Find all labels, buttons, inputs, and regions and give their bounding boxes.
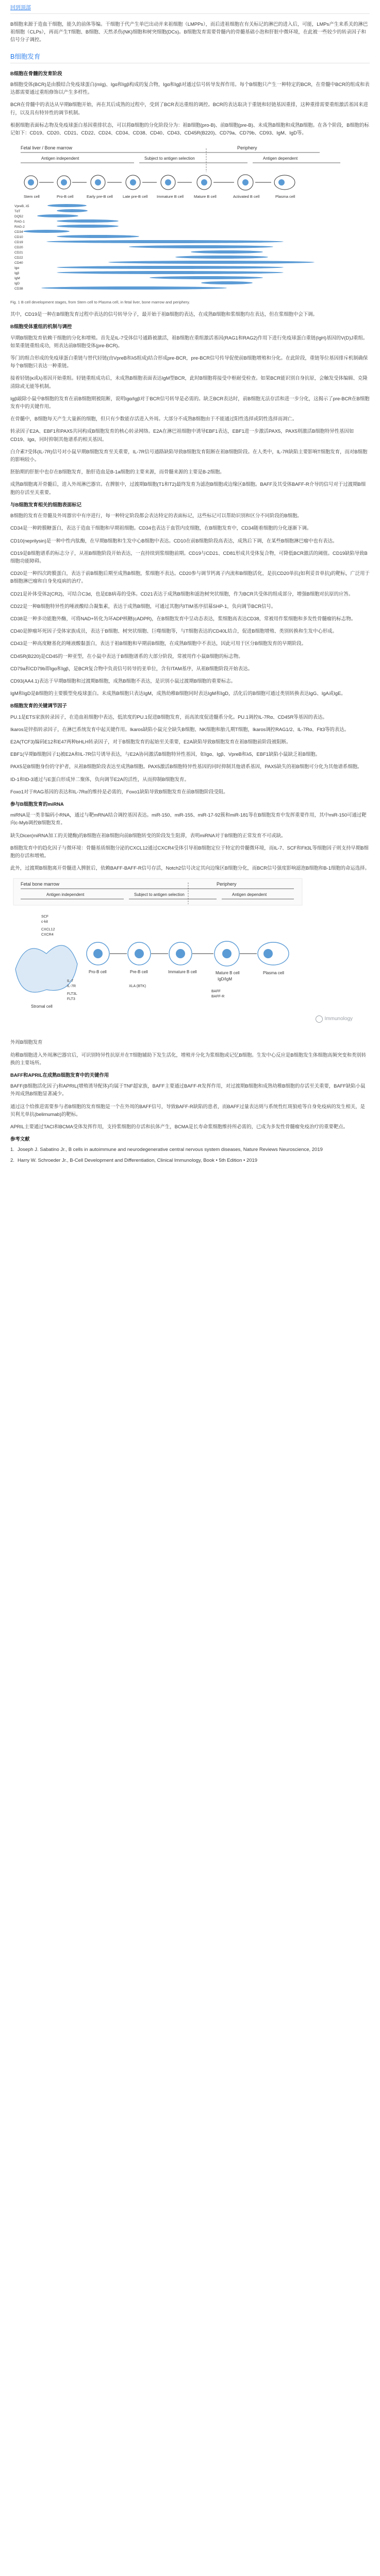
pro-b-cell — [87, 942, 109, 974]
b-cell-stages-figure — [10, 141, 371, 296]
paragraph: CD21是补体受体2(CR2)，可结合C3d，也是EB病毒的受体。CD21表达于成熟B细胞和滤泡树突状细胞，作为BCR共受体的组成部分，增强B细胞对抗原的应答。 — [10, 590, 354, 597]
bracket-antigen-independent: Antigen independent — [46, 892, 85, 897]
paragraph: 根据细胞表面标志物及免疫球蛋白基因重排状态，可以将B细胞的分化阶段分为：祖B细胞(pro-B)、前B细胞(pre-B)、未成熟B细胞和成熟B细胞。在各个阶段，B细胞的标记如下：CD19、CD20、CD21、CD22、CD24、CD34、CD38、CD40、CD43、CD45R(B220)、CD79a、CD79b、CD93、IgM、IgD等。 — [10, 122, 369, 136]
paragraph: CD43是一种高度糖基化的唾液酸黏蛋白，表达于祖B细胞和早期前B细胞，在成熟B细胞中不表达，因此可用于区分B细胞发育的早期阶段。 — [10, 640, 306, 647]
paragraph: 幼稚B细胞进入外周淋巴器官后，可识别特异性抗原并在T细胞辅助下发生活化，增殖并分化为浆细胞或记忆B细胞。生发中心反应是B细胞发生体细胞高频突变和类别转换的主要场所。 — [10, 1052, 367, 1065]
paragraph: APRIL主要通过TACI和BCMA受体发挥作用，支持浆细胞的存活和抗体产生，BCMA是长寿命浆细胞维持所必需的，已成为多发性骨髓瘤免疫治疗的重要靶点。 — [10, 1124, 349, 1130]
paragraph: CD20是一种四次跨膜蛋白，表达于前B细胞后期至成熟B细胞，浆细胞不表达。CD20参与调节钙离子内流和B细胞活化，是抗CD20单抗(如利妥昔单抗)的靶标，广泛用于B细胞淋巴瘤和自身免疫病的治疗。 — [10, 570, 370, 584]
bracket-antigen-selection: Subject to antigen selection — [134, 892, 185, 897]
signal-label: CXCL12 — [41, 928, 55, 932]
subheading: B细胞受体重组的机制与调控 — [10, 324, 72, 330]
section-heading-b-cell-development: B细胞发育 — [10, 53, 41, 60]
gene-label: VpreB, λ5 — [14, 205, 29, 209]
paragraph: 缺失Dicer(miRNA加工的关键酶)的B细胞在祖B细胞向前B细胞转变的阶段发生阻滞，表明miRNA对于B细胞的正常发育不可或缺。 — [10, 832, 286, 838]
paragraph: CD79a和CD79b即Igα和Igβ，是BCR复合物中负责信号转导的亚单位，含有ITAM基序，从祖B细胞阶段开始表达。 — [10, 665, 253, 671]
b-cell-signaling-diagram — [10, 876, 371, 1031]
signal-label: c-kit — [41, 920, 48, 924]
subheading: B细胞发育的关键调节因子 — [10, 703, 67, 709]
stage-label: Activated B cell — [233, 194, 260, 199]
cell-label: Immature B cell — [168, 970, 197, 975]
figure-title-left: Fetal bone marrow — [21, 882, 60, 887]
figure-title-right: Periphery — [217, 882, 237, 887]
pre-b-cell — [128, 942, 151, 974]
paragraph: CD22是一种B细胞特异性的唾液酸结合凝集素，表达于成熟B细胞，可通过其胞内ITIM基序招募SHP-1，负向调节BCR信号。 — [10, 603, 276, 609]
subheading: 参与B细胞发育的miRNA — [10, 801, 64, 807]
gene-label: CD10 — [14, 235, 23, 240]
cell-label: Stromal cell — [31, 1004, 53, 1009]
reference-list — [10, 1146, 370, 1164]
signal-label: FLT3 — [67, 997, 75, 1002]
paragraph: EBF1(早期B细胞因子1)被E2A和IL-7R信号诱导表达，与E2A协同激活B细胞特异性基因，如Igα、Igβ、VpreB和λ5，EBF1缺陷小鼠缺乏祖B细胞。 — [10, 751, 321, 757]
reference-text: Joseph J. Sabatino Jr., B cells in autoimmune and neurodegenerative central nervous system diseases, Nature Reviews Neuroscience, 2019 — [17, 1147, 323, 1153]
signal-label: CXCR4 — [41, 933, 54, 937]
signal-label: IL-7 — [67, 979, 74, 984]
cell-label: Mature B cell — [216, 971, 240, 976]
paragraph: 胚胎期的肝脏中也存在B细胞发育，胎肝造血是B-1a细胞的主要来源，而骨髓来源的主要是B-2细胞。 — [10, 469, 225, 475]
bracket-antigen-independent: Antigen independent — [41, 156, 79, 161]
reference-text: Harry W. Schroeder Jr., B-Cell Development and Differentiation, Clinical Immunology, Book • 5th Edition • 2019 — [17, 1158, 258, 1164]
signal-label: XLA (BTK) — [129, 985, 146, 989]
watermark-text: Immunology — [324, 1016, 353, 1022]
paragraph: B细胞受体(BCR)是由膜结合免疫球蛋白(mIg)、Igα和Igβ构成的复合物，Igα和Igβ对通过信号转导发挥作用。每个B细胞只产生一种特定的BCR，在骨髓中BCR的组成和表达都需要通过重组修饰以产生多样性。 — [10, 81, 370, 95]
signal-label: SCF — [41, 915, 48, 919]
gene-label: RAG-2 — [14, 225, 25, 229]
paragraph: 早期B细胞发育依赖干细胞的分化和增殖。首先是IL-7受体信号通路被激活，祖B细胞在重组激活基因(RAG1和RAG2)作用下进行免疫球蛋白重链(IgH)基因的V(D)J重组。如果重链重组成功，则表达前B细胞受体(pre-BCR)。 — [10, 334, 368, 348]
paragraph: 转录因子E2A、EBF1和PAX5共同构成B细胞发育的核心转录网络。E2A在淋巴祖细胞中诱导EBF1表达，EBF1进一步激活PAX5，PAX5则激活B细胞特异性基因如CD19、Igα，同时抑制其他谱系的相关基因。 — [10, 428, 354, 442]
expression-bars — [23, 204, 315, 290]
plasma-cell — [258, 942, 289, 975]
signal-label: FLT3L — [67, 992, 77, 996]
stage-label: Immature B cell — [157, 194, 184, 199]
paragraph: E2A(TCF3)编码E12和E47两种bHLH转录因子，对于B细胞发育的起始至关重要，E2A缺陷导致B细胞发育在祖B细胞前阶段被阻断。 — [10, 738, 291, 744]
paragraph: CD10(neprilysin)是一种中性内肽酶，在早期B细胞和生发中心B细胞中表达。CD10在前B细胞阶段高表达，成熟后下调，在某些B细胞淋巴瘤中也有表达。 — [10, 537, 338, 544]
reference-item — [10, 1157, 370, 1164]
cell-label: Pro-B cell — [89, 970, 107, 975]
paragraph: PAX5是B细胞身份的守护者，从祖B细胞阶段表达至成熟B细胞。PAX5激活B细胞特异性基因的同时抑制其他谱系基因，PAX5缺失的祖B细胞可分化为其他谱系细胞。 — [10, 764, 362, 770]
b-cell-stages-diagram — [10, 141, 371, 296]
paragraph: 此外，过渡期B细胞离开骨髓进入脾脏后，依赖BAFF-BAFF-R信号存活，Notch2信号决定其向边缘区B细胞分化，而BCR信号强度影响滤泡B细胞和B-1细胞的命运选择。 — [10, 865, 370, 871]
paragraph: CD40是肿瘤坏死因子受体家族成员，表达于B细胞、树突状细胞、巨噬细胞等，与T细胞表达的CD40L结合，促进B细胞增殖、类别转换和生发中心形成。 — [10, 628, 337, 634]
gene-label: CD40 — [14, 261, 23, 265]
paragraph: 其中，CD19是一种在B细胞发育过程中表达的信号转导分子，最开始于祖B细胞的表达，在成熟B细胞和浆细胞均在表达，但在浆细胞中会下调。 — [10, 311, 318, 317]
cell-stage-row — [24, 175, 295, 190]
paragraph: BCR在骨髓中的表达从早期B细胞开始，再在其后成熟的过程中，受到了BCR表达重组的调控。BCR的表达取决于重链和轻链基因重排，这种重排需要重组激活基因来进行，以及具有特异性的调节机制。 — [10, 101, 368, 115]
watermark-logo-icon — [316, 1015, 323, 1023]
paragraph: IgM和IgD是B细胞的主要膜型免疫球蛋白。未成熟B细胞只表达IgM，成熟幼稚B细胞同时表达IgM和IgD，活化后的B细胞可通过类别转换表达IgG、IgA或IgE。 — [10, 690, 346, 697]
figure-watermark — [316, 1015, 353, 1023]
paragraph: 接着轻链(κ或λ)基因开始重组。轻链重组成功后，未成熟B细胞表面表达IgM型BCR，此时B细胞将接受中枢耐受检查。如果BCR能识别自身抗原，会触发受体编辑、克隆清除或无能等机制。 — [10, 375, 368, 389]
stage-label: Late pre-B cell — [123, 194, 148, 199]
gene-label: RAG-1 — [14, 220, 25, 224]
paragraph: CD38是一种多功能胞外酶，可将NAD+转化为环ADP核糖(cADPR)，在B细胞发育中呈动态表达，浆细胞高表达CD38，常被用作浆细胞和多发性骨髓瘤的标志物。 — [10, 615, 356, 621]
paragraph: PU.1是ETS家族转录因子，在造血祖细胞中表达，低浓度的PU.1促进B细胞发育，而高浓度促进髓系分化。PU.1调控IL-7Rα、CD45R等基因的表达。 — [10, 714, 327, 720]
gene-label: TdT — [14, 210, 21, 214]
figure-title-left: Fetal liver / Bone marrow — [21, 145, 73, 151]
paragraph: Foxo1对于RAG基因的表达和IL-7Rα的维持是必需的，Foxo1缺陷导致B细胞发育在前B细胞阶段受阻。 — [10, 788, 228, 794]
stage-label: Plasma cell — [275, 194, 295, 199]
stage-label: Early pre-B cell — [87, 194, 113, 199]
subheading: 与B细胞发育相关的细胞表面标记 — [10, 501, 82, 507]
gene-label: IgD — [14, 282, 20, 286]
cell-label: IgD/IgM — [218, 977, 233, 982]
reference-number: 1. — [10, 1147, 14, 1153]
subheading-peripheral: 外周B细胞发育 — [10, 1039, 43, 1045]
subheading-bone-marrow: B细胞在骨髓的发育阶段 — [10, 70, 62, 76]
reference-number: 2. — [10, 1158, 14, 1164]
stage-labels — [24, 194, 295, 199]
gene-label: Igβ — [14, 272, 20, 276]
signal-label: IL-7R — [67, 985, 76, 989]
bracket-antigen-selection: Subject to antigen selection — [144, 156, 195, 161]
gene-label: CD34 — [14, 230, 23, 234]
gene-label: CD38 — [14, 287, 23, 291]
paragraph: BAFF(B细胞活化因子)和APRIL(增殖诱导配体)均属于TNF超家族，BAFF主要通过BAFF-R发挥作用，对过渡期B细胞和成熟幼稚B细胞的存活至关重要，BAFF缺陷小鼠外周成熟B细胞显著减少。 — [10, 1083, 366, 1097]
gene-labels — [14, 205, 29, 291]
paragraph: CD19是B细胞谱系的标志分子，从祖B细胞阶段开始表达，一直持续到浆细胞前期。CD19与CD21、CD81形成共受体复合物，可降低BCR激活的阈值。CD19缺陷导致B细胞功能障碍。 — [10, 550, 368, 564]
figure-caption: Fig. 1 B cell development stages, from Stem cell to Plasma cell, in fetal liver, bone marrow and periphery. — [10, 300, 190, 305]
paragraph: CD34是一种跨膜糖蛋白，表达于造血干细胞和早期祖细胞。CD34也表达于血管内皮细胞，在B细胞发育中，CD34随着细胞的分化逐渐下调。 — [10, 525, 312, 531]
paragraph: 在骨髓中，B细胞每天产生大量新的细胞，但只有少数能存活进入外周。大部分不成熟B细胞由于不能通过阳性选择或阴性选择而凋亡。 — [10, 416, 298, 422]
gene-label: IgM — [14, 277, 20, 281]
mature-b-cell — [214, 941, 240, 981]
paragraph: 成熟B细胞离开骨髓后，进入外周淋巴器官。在脾脏中，过渡期B细胞(T1和T2)最终发育为滤泡B细胞或边缘区B细胞。BAFF及其受体BAFF-R介导的信号对于过渡期B细胞的存活至关重要。 — [10, 481, 366, 495]
gene-label: CD22 — [14, 256, 23, 260]
intro-paragraph: B细胞来源于造血干细胞，能久的前体等编。干细胞于代产生单巴出动并来祖细胞（LMPPs），而后进祖细胞在有关标记的淋巴的进入后，可能，LMPs产生来系关的淋巴祖细胞（CLPs），再而产生T细胞、B细胞、天然杀伤(NK)细胞和树突细胞(DCs)。B细胞发育需要骨髓内的骨髓基础小泡和肝脏中微环境，在此被一些较少的转录因子和信号分子调控。 — [10, 21, 368, 43]
gene-label: CD20 — [14, 246, 23, 250]
stage-label: Pro-B cell — [57, 194, 74, 199]
stage-label: Mature B cell — [194, 194, 217, 199]
gene-label: CD21 — [14, 251, 23, 255]
paragraph: Ikaros是锌指转录因子，在淋巴系统发育中起关键作用。Ikaros缺陷小鼠完全缺失B细胞、NK细胞和胎儿期T细胞，Ikaros调控RAG1/2、IL-7Rα、Flt3等的表达。 — [10, 726, 350, 732]
paragraph: 通过这个给推进需要参与者B细胞的发育细胞是一个在外周的BAFF信号，导致BAFF-R缺陷的患者，而BAFF过量表达则与系统性红斑狼疮等自身免疫病的发生相关，是贝利尤单抗(belimumab)的靶标。 — [10, 1103, 366, 1117]
paragraph: CD45R(B220)是CD45的一种亚型，在小鼠中表达于B细胞谱系的大部分阶段，常被用作小鼠B细胞的标志物。 — [10, 653, 243, 659]
paragraph: CD93(AA4.1)表达于早期B细胞和过渡期B细胞，成熟B细胞不表达，是识别小鼠过渡期B细胞的重要标志。 — [10, 677, 236, 684]
signal-label: BAFF-R — [211, 995, 225, 999]
reference-item — [10, 1146, 370, 1154]
paragraph: 白介素7受体(IL-7R)信号对小鼠早期B细胞发育至关重要，IL-7R信号通路缺陷导致B细胞发育阻断在祖B细胞阶段。在人类中，IL-7R缺陷主要影响T细胞发育，而对B细胞的影响较小。 — [10, 448, 368, 463]
subheading: BAFF和APRIL在成熟B细胞发育中的关键作用 — [10, 1072, 109, 1078]
paragraph: B细胞发育中的趋化因子与微环境：骨髓基质细胞分泌的CXCL12通过CXCR4受体引导祖B细胞定位于特定的骨髓微环境，而IL-7、SCF和Flt3L等细胞因子则支持早期B细胞的存活和增殖。 — [10, 844, 369, 858]
references-heading: 参考文献 — [10, 1136, 30, 1142]
gene-label: CD19 — [14, 241, 23, 245]
bracket-antigen-dependent: Antigen dependent — [232, 892, 267, 897]
paragraph: 等门的组合形成的免疫球蛋白重链与替代轻链(由VpreB和λ5组成)结合形成pre-BCR，pre-BCR信号传导促使前B细胞增殖和分化。在此阶段，重链等位基因排斥机制确保每个B细胞只表达一种重链。 — [10, 355, 368, 369]
figure-title-right: Periphery — [237, 145, 257, 151]
immature-b-cell — [168, 942, 197, 974]
bracket-antigen-dependent: Antigen dependent — [263, 156, 298, 161]
gene-label: DQ52 — [14, 215, 23, 219]
signal-label: BAFF — [211, 990, 221, 994]
cell-label: Plasma cell — [263, 971, 284, 976]
b-cell-signaling-figure — [10, 876, 371, 1031]
stage-label: Stem cell — [24, 194, 40, 199]
gene-label: Igα — [14, 266, 20, 270]
back-to-top-link[interactable]: 回到顶部 — [10, 5, 31, 11]
paragraph: ID-1和ID-3通过与E蛋白形成异二聚体，负向调节E2A的活性，从而抑制B细胞发育。 — [10, 776, 189, 782]
paragraph: B细胞的发育在骨髓及外周器官中有序进行，每一种特定阶段都会表达特定的表面标记，这些标记可以帮助识别和区分不同阶段的B细胞。 — [10, 513, 302, 519]
paragraph: Igβ敲除小鼠中B细胞的发育在前B细胞期被阻断，说明Igα/Igβ对于BCR信号转导是必需的。缺乏BCR表达时，前B细胞无法存活和进一步分化，这揭示了pre-BCR在B细胞发育中的关键作用。 — [10, 395, 370, 410]
cell-label: Pre-B cell — [130, 970, 148, 975]
top-divider — [10, 13, 370, 14]
paragraph: miRNA是一类非编码小RNA，通过与靶mRNA结合调控基因表达。miR-150、miR-155、miR-17-92簇和miR-181等在B细胞发育中发挥重要作用，其中miR-150可通过靶向c-Myb调控B细胞发育。 — [10, 812, 367, 826]
